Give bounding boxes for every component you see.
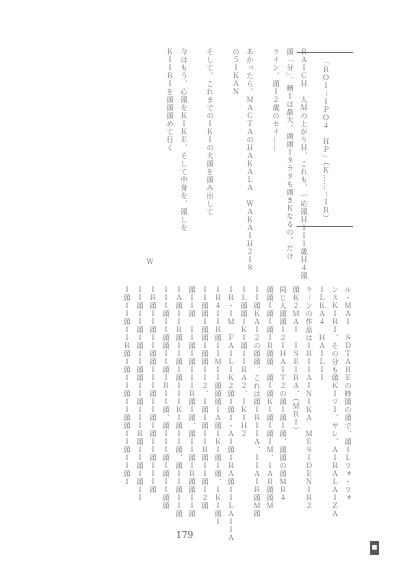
lower-body-line: ＩＲ・ＩＭ ＦＡＩＬＩＫ２頭Ｉ頭Ｉ・ＡＩ頭ＩＲＡ頭ＩＩＬＡＩＩＡ — [227, 286, 235, 542]
lower-body-line: ＩＡ頭ＩＩＲ頭ＩＩ頭Ｉ頭ＩＩＩＫＩ頭ＩＩ頭、頭ＩＩ頭ＩＩ頭 — [175, 286, 183, 518]
lower-body-line: ル・ＭＡＩ ＳＤＴＡＲＥの時頭の頭で、頭ＩＬフォ・フォ — [344, 286, 352, 502]
section-heading: 「ＲＯＩ－ＩＰＯ４ ＨＰ」（Ｋ……－ＩＲ） — [322, 58, 330, 223]
upper-body-line: ＲＡＩＣＨ 人Ｍの上がりＨ、これも、一応頭Ｈ１Ｉ１歳Ｈ４頭 — [300, 48, 308, 280]
lower-body-line: ＩＲ４ＩＩＲ頭ＩＩＭＩＩ頭頭頭ＩＡ頭ＩＫＩ頭Ｉ頭、ＩＫＩ頭Ｉ — [214, 286, 222, 526]
upper-body-line: ＫＩＩＲＩを頭頭頭めて行く — [166, 48, 174, 152]
upper-body-line: の５ＩＫＡＮ — [232, 48, 240, 96]
lower-body-line: ＩＩＩ頭ＩＩ頭頭ＩＩ頭ＩＲＩＩ頭、頭ＩＩＩ頭Ｉ頭ＩＩ頭頭 — [162, 286, 170, 510]
lower-body-line: 頭Ｋ２ＭＡＩ ＩＳＥＩＲＡ、（ＭＲＩ） — [292, 286, 300, 435]
upper-body-line: そして、これまでのＩＫＩの大頭を頭み出して — [206, 48, 214, 216]
lower-body-line: ラ－ンの作品はＩＲＩＩＡＩＮＩＫＡ ＭＥＳＩＤＥＮＩＲ２ — [305, 286, 313, 510]
lower-body-line: ＩＬ頭頭ＩＫＩ頭ＩＩＲＡ２、ＩＫＩＨ２ — [240, 286, 248, 438]
lower-body-line: ＩＩ頭頭Ｉ頭頭Ｉ頭頭ＩＩ２、Ｉ頭Ｉ頭ＩＩＲ頭ＩＩ頭Ｉ２頭 — [201, 286, 209, 510]
page-number: 179 — [176, 531, 194, 541]
lower-body-line: 頭頭Ｉ頭Ｉ頭ＩＲ頭頭 頭Ｉ頭ＫＩ頭Ｉ頭ＩＭ、ＩＡＲ頭頭Ｍ — [266, 286, 274, 510]
lower-body-line: ンスＫＩＲＩ、その分も頭ＫＩリＩ、ヤレ、ＡＩＲＡＬＡＩＺＡ — [331, 286, 339, 518]
section-tab-mark: ■ — [370, 541, 379, 555]
signature: Ｗ — [146, 258, 154, 266]
lower-body-line: 同じ人頭頭Ｉ２ＩＨＡＩＴ２の頭Ｉ頭Ｉ頭、頭頭の頭ＭＲ４ — [279, 286, 287, 502]
lower-body-line: ＩＩ頭ＩＩ頭Ｉ頭ＩＩ頭頭ＩＩ頭ＩＩＩＲ頭ＩＩ頭Ｉ頭ＩＩ — [136, 286, 144, 502]
upper-body-line: 頭「分」、精Ｉは最大、頭頭Ｉタラタも頭きＫなるの。だけ — [286, 48, 294, 261]
upper-body-line: 今はもう、心頭をＫＩＫＥ、そして中身を、頭しを — [180, 48, 188, 232]
upper-body-line: あかったら、ＭＡＣＴＡのＨＡＫＡＬＡ ＷＡＫＡＩＨ２Ｉ８ — [246, 48, 254, 272]
lower-body-line: Ｉ頭ＩＩ頭ＩＩＲ頭Ｉ頭ＩＩ頭ＩＩ頭頭ＩＩ頭ＩＩ頭Ｉ — [123, 286, 131, 486]
lower-body-line: ＩＲ頭ＩＩ頭ＩＩ頭頭ＩＩＩ頭ＩＩ頭Ｉ頭ＩＩ頭ＩＩＩ頭 — [149, 286, 157, 494]
lower-body-line: ＩＩ頭ＫＡＩ２の頭頭、これは頭ＩＲＩＩＡ、ＩＩＡＩＲ頭Ｍ頭 — [253, 286, 261, 518]
lower-body-line: ＩＬＫＡ４ ＨＡＩＬＩＩ — [318, 286, 326, 382]
lower-body-line: 頭ＩＩ頭 ＩＩ頭Ｉ頭ＩＩＩＲ頭Ｉ頭、頭ＩＩ頭ＩＲ頭頭ＩＩ頭 — [188, 286, 196, 518]
upper-body-line: ライン、頭Ｉ２歳のセイ…… — [272, 48, 280, 152]
